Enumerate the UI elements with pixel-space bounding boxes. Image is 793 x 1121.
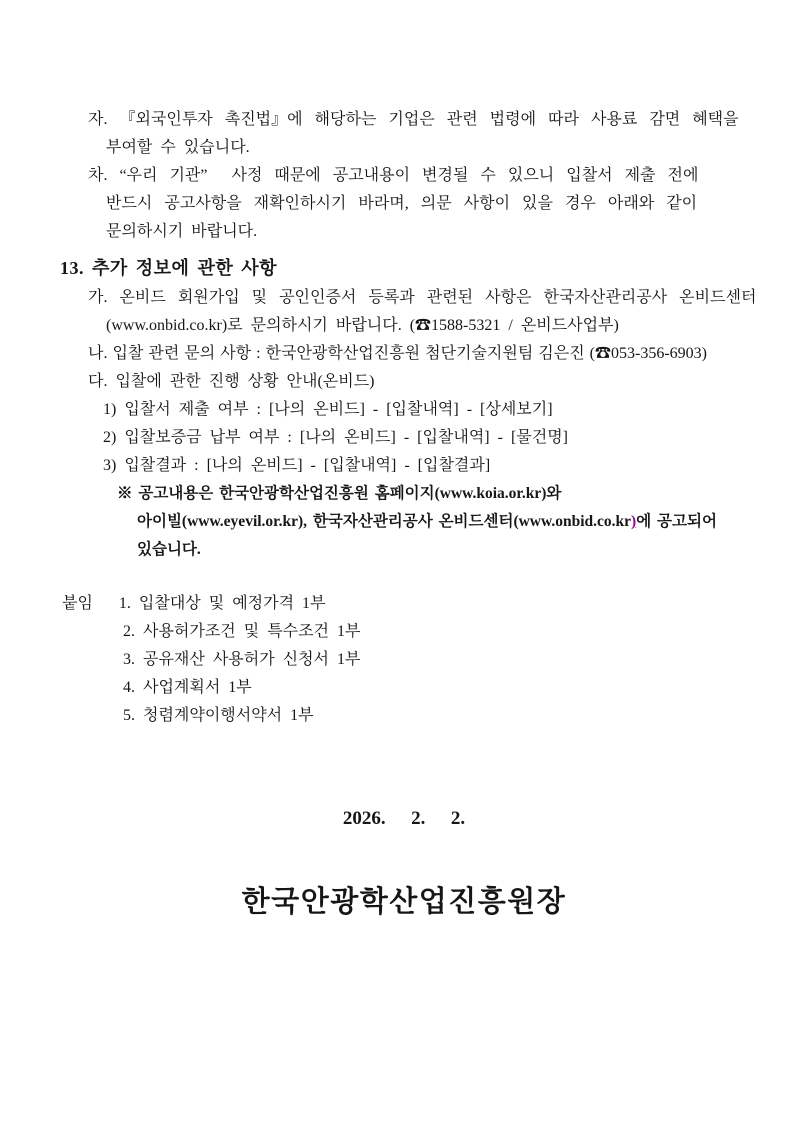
- document-date: 2026. 2. 2.: [342, 808, 466, 829]
- attachment-item-2: 2. 사용허가조건 및 특수조건 1부: [123, 623, 361, 640]
- document-content: [60, 106, 757, 924]
- list-item-ja-line1: 자. 『외국인투자 촉진법』에 해당하는 기업은 관련 법령에 따라 사용료 감면 혜택을: [88, 111, 739, 128]
- list-item-ga-line2: (www.onbid.co.kr)로 문의하시기 바랍니다. (☎1588-5321 / 온비드사업부): [106, 317, 619, 334]
- step-1: 1) 입찰서 제출 여부 : [나의 온비드] - [입찰내역] - [상세보기]: [103, 401, 553, 418]
- attachment-item-4: 4. 사업계획서 1부: [123, 679, 252, 696]
- list-item-ja-line2: 부여할 수 있습니다.: [106, 139, 250, 156]
- list-item-cha-line2: 반드시 공고사항을 재확인하시기 바라며, 의문 사항이 있을 경우 아래와 같이: [106, 195, 698, 212]
- notice-line3: 있습니다.: [137, 541, 201, 558]
- attachment-item-1: 1. 입찰대상 및 예정가격 1부: [118, 595, 326, 612]
- step-2: 2) 입찰보증금 납부 여부 : [나의 온비드] - [입찰내역] - [물건명]: [103, 429, 568, 446]
- list-item-da-line1: 다. 입찰에 관한 진행 상황 안내(온비드): [88, 373, 375, 390]
- list-item-ga-line1: 가. 온비드 회원가입 및 공인인증서 등록과 관련된 사항은 한국자산관리공사 온비드센터: [88, 289, 757, 306]
- notice-line2: [137, 508, 748, 536]
- list-item-na-line1: 나. 입찰 관련 문의 사항 : 한국안광학산업진흥원 첨단기술지원팀 김은진 (☎053-356-6903): [88, 345, 707, 362]
- attachment-item-3: 3. 공유재산 사용허가 신청서 1부: [123, 651, 361, 668]
- list-item-cha-line3: 문의하시기 바랍니다.: [106, 223, 258, 240]
- attachment-item-5: 5. 청렴계약이행서약서 1부: [123, 707, 314, 724]
- notice-line1: ※ 공고내용은 한국안광학산업진흥원 홈페이지(www.koia.or.kr)와: [117, 485, 562, 502]
- notice-line2-tail: 에 공고되어: [636, 513, 717, 530]
- attachments-block: [60, 590, 748, 730]
- step-3: 3) 입찰결과 : [나의 온비드] - [입찰내역] - [입찰결과]: [103, 457, 491, 474]
- document-signer: 한국안광학산업진흥원장: [241, 886, 567, 918]
- onbid-link-fragment[interactable]: ): [631, 513, 637, 530]
- notice-line2-text: 아이빌(www.eyevil.or.kr), 한국자산관리공사 온비드센터(www.onbid.co.kr: [137, 513, 632, 530]
- attachments-line1: [62, 590, 748, 618]
- section-13-heading: 13. 추가 정보에 관한 사항: [60, 258, 277, 278]
- attachments-label: 붙임: [62, 595, 93, 612]
- list-item-cha-line1: 차. “우리 기관” 사정 때문에 공고내용이 변경될 수 있으니 입찰서 제출 전에: [88, 167, 699, 184]
